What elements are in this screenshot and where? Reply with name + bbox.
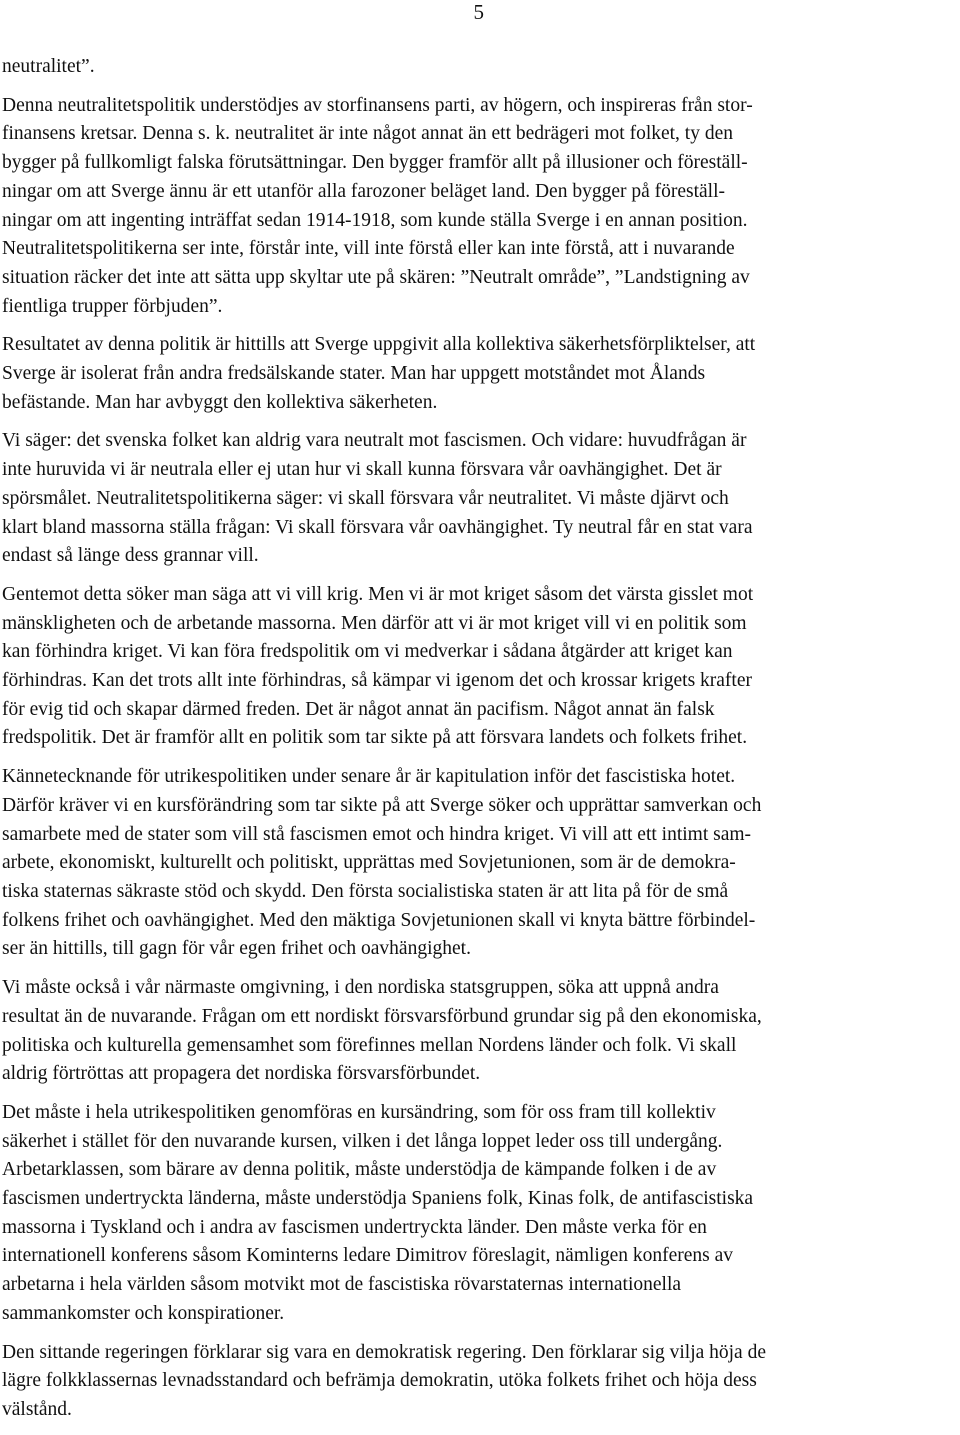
text-line: Det måste i hela utrikespolitiken genomföras en kursändring, som för oss fram till kollektiv [2, 1101, 716, 1123]
paragraph [2, 427, 950, 571]
text-line: Arbetarklassen, som bärare av denna politik, måste understödja de kämpande folken i de av [2, 1159, 717, 1181]
text-line: finansens kretsar. Denna s. k. neutralitet är inte något annat än ett bedrägeri mot folket, ty den [2, 123, 734, 145]
text-line: endast så länge dess grannar vill. [2, 545, 259, 567]
paragraph [2, 1099, 950, 1329]
text-line: ningar om att Sverge ännu är ett utanför alla farozoner beläget land. Den bygger på föreställ- [2, 180, 726, 202]
text-line: inte huruvida vi är neutrala eller ej utan hur vi skall kunna försvara vår oavhängighet. Det är [2, 459, 722, 481]
text-line: folkens frihet och oavhängighet. Med den mäktiga Sovjetunionen skall vi knyta bättre förbindel- [2, 909, 756, 931]
text-line: välstånd. [2, 1398, 72, 1420]
paragraph [2, 331, 950, 417]
paragraph [2, 763, 950, 964]
paragraph [2, 1339, 950, 1425]
text-line: befästande. Man har avbyggt den kollektiva säkerheten. [2, 391, 438, 413]
paragraph [2, 974, 950, 1089]
text-line: fredspolitik. Det är framför allt en politik som tar sikte på att försvara landets och folkets frihet. [2, 727, 748, 749]
text-line: resultat än de nuvarande. Frågan om ett nordiskt försvarsförbund grundar sig på den ekonomiska, [2, 1005, 762, 1027]
text-line: kan förhindra kriget. Vi kan föra fredspolitik om vi medverkar i sådana åtgärder att kriget kan [2, 641, 733, 663]
text-line: ser än hittills, till gagn för vår egen frihet och oavhängighet. [2, 938, 471, 960]
text-line: sammankomster och konspirationer. [2, 1302, 285, 1324]
text-line: internationell konferens såsom Kominterns ledare Dimitrov föreslagit, nämligen konferens av [2, 1245, 734, 1267]
text-line: Sverge är isolerat från andra fredsälskande stater. Man har uppgett motståndet mot Ålands [2, 363, 706, 385]
text-line: Vi säger: det svenska folket kan aldrig vara neutralt mot fascismen. Och vidare: huvudfrågan är [2, 430, 747, 452]
paragraph [2, 581, 950, 753]
text-line: politiska och kulturella gemensamhet som förefinnes mellan Nordens länder och folk. Vi skall [2, 1034, 737, 1056]
text-line: Vi måste också i vår närmaste omgivning, i den nordiska statsgruppen, söka att uppnå andra [2, 977, 719, 999]
text-line: fascismen undertryckta länderna, måste understödja Spaniens folk, Kinas folk, de antifascistiska [2, 1188, 754, 1210]
text-line: aldrig förtröttas att propagera det nordiska försvarsförbundet. [2, 1063, 481, 1085]
text-line: Denna neutralitetspolitik understödjes av storfinansens parti, av högern, och inspireras från stor- [2, 94, 753, 116]
text-line: Därför kräver vi en kursförändring som tar sikte på att Sverge söker och upprättar samverkan och [2, 794, 762, 816]
paragraph [2, 92, 950, 322]
page-number: 5 [473, 0, 484, 24]
text-line: samarbete med de stater som vill stå fascismen emot och hindra kriget. Vi vill att ett intimt sam- [2, 823, 752, 845]
text-line: ningar om att ingenting inträffat sedan 1914-1918, som kunde ställa Sverge i en annan position. [2, 209, 748, 231]
text-line: lägre folkklassernas levnadsstandard och befrämja demokratin, utöka folkets frihet och höja dess [2, 1370, 757, 1392]
text-line: Neutralitetspolitikerna ser inte, förstår inte, vill inte förstå eller kan inte förstå, att i nuvarande [2, 238, 735, 260]
text-line: fientliga trupper förbjuden”. [2, 295, 223, 317]
text-line: klart bland massorna ställa frågan: Vi skall försvara vår oavhängighet. Ty neutral får en stat vara [2, 516, 753, 538]
text-line: tiska staternas säkraste stöd och skydd. Den första socialistiska staten är att lita på för de små [2, 880, 729, 902]
text-line: spörsmålet. Neutralitetspolitikerna säger: vi skall försvara vår neutralitet. Vi måste djärvt och [2, 487, 729, 509]
text-line: bygger på fullkomligt falska förutsättningar. Den bygger framför allt på illusioner och föreställ- [2, 152, 748, 174]
paragraph [2, 53, 950, 82]
text-line: Kännetecknande för utrikespolitiken under senare år är kapitulation inför det fascistiska hotet. [2, 766, 736, 788]
text-line: massorna i Tyskland och i andra av fascismen undertryckta länder. Den måste verka för en [2, 1216, 707, 1238]
text-line: mänskligheten och de arbetande massorna. Men därför att vi är mot kriget vill vi en politik som [2, 612, 747, 634]
text-line: situation räcker det inte att sätta upp skyltar ute på skären: ”Neutralt område”, ”Landstigning av [2, 266, 750, 288]
text-line: förhindras. Kan det trots allt inte förhindras, så kämpar vi igenom det och krossar krigets krafter [2, 670, 752, 692]
text-line: arbetarna i hela världen såsom motvikt mot de fascistiska rövarstaternas internationella [2, 1274, 682, 1296]
text-line: för evig tid och skapar därmed freden. Det är något annat än pacifism. Något annat än falsk [2, 698, 715, 720]
text-line: arbete, ekonomiskt, kulturellt och politiskt, upprättas med Sovjetunionen, som är de demokra- [2, 852, 736, 874]
text-line: säkerhet i stället för den nuvarande kursen, vilken i det långa loppet leder oss till undergång. [2, 1130, 723, 1152]
text-line: Resultatet av denna politik är hittills att Sverge uppgivit alla kollektiva säkerhetsförpliktelser, att [2, 334, 756, 356]
text-line: Den sittande regeringen förklarar sig vara en demokratisk regering. Den förklarar sig vilja höja de [2, 1341, 766, 1363]
text-line: Gentemot detta söker man säga att vi vill krig. Men vi är mot kriget såsom det värsta gisslet mot [2, 583, 754, 605]
text-line: neutralitet”. [2, 56, 95, 77]
document-body [2, 53, 950, 1435]
